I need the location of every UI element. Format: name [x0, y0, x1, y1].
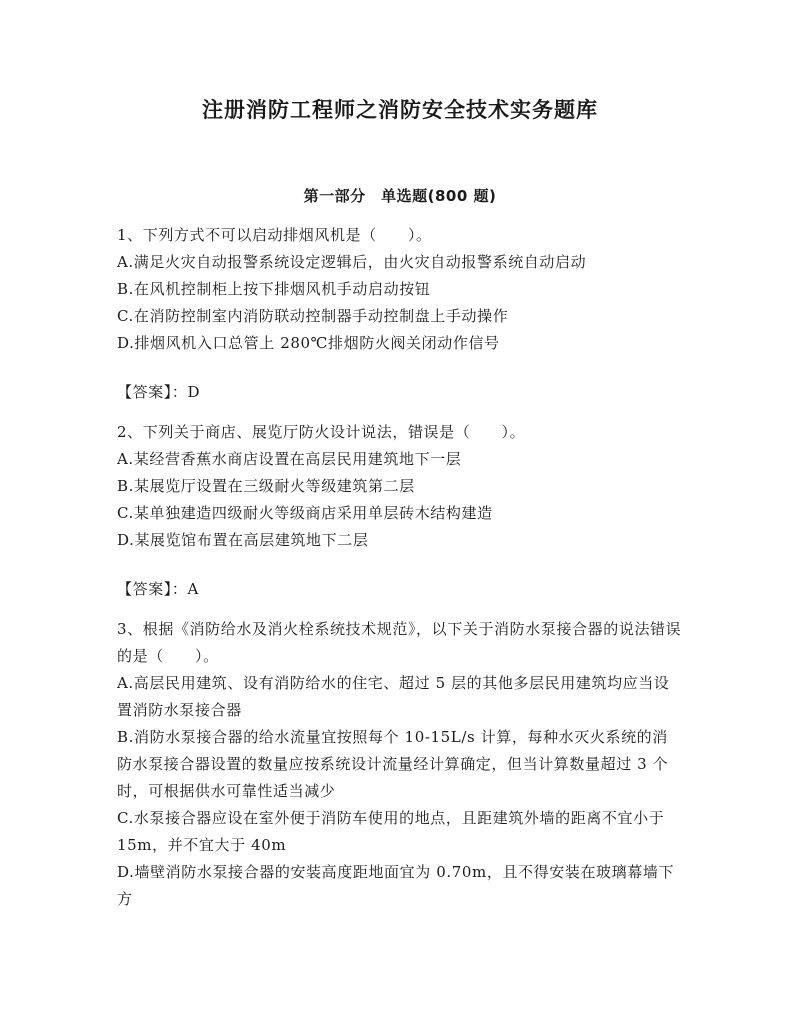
answer-line: [117, 379, 682, 406]
answer-line: [117, 576, 682, 603]
option-d: D.某展览馆布置在高层建筑地下二层: [117, 531, 369, 549]
question-1: [117, 222, 682, 406]
question-stem: 3、根据《消防给水及消火栓系统技术规范》，以下关于消防水泵接合器的说法错误的是（ ）。: [117, 620, 682, 665]
answer-label: 【答案】：: [117, 580, 188, 598]
option-a: A.某经营香蕉水商店设置在高层民用建筑地下一层: [117, 450, 462, 468]
answer-value: A: [187, 580, 199, 598]
option-b: B.某展览厅设置在三级耐火等级建筑第二层: [117, 477, 415, 495]
option-b: B.消防水泵接合器的给水流量宜按照每个 10-15L/s 计算，每种水灭火系统的消防水泵接合器设置的数量应按系统设计流量经计算确定，但当计算数量超过 3 个时，可根据供水可靠性适当减少: [117, 728, 669, 800]
option-c: C.某单独建造四级耐火等级商店采用单层砖木结构建造: [117, 504, 493, 522]
question-stem: 2、下列关于商店、展览厅防火设计说法，错误是（ ）。: [117, 423, 526, 441]
answer-label: 【答案】：: [117, 383, 188, 401]
answer-value: D: [187, 383, 201, 401]
question-3: [117, 616, 682, 913]
option-d: D.墙壁消防水泵接合器的安装高度距地面宜为 0.70m，且不得安装在玻璃幕墙下方: [117, 863, 675, 908]
document-title: 注册消防工程师之消防安全技术实务题库: [202, 98, 598, 122]
option-b: B.在风机控制柜上按下排烟风机手动启动按钮: [117, 280, 431, 298]
option-d: D.排烟风机入口总管上 280℃排烟防火阀关闭动作信号: [117, 334, 500, 352]
question-list: [117, 222, 682, 913]
question-2: [117, 419, 682, 603]
option-a: A.满足火灾自动报警系统设定逻辑后，由火灾自动报警系统自动启动: [117, 253, 587, 271]
question-stem: 1、下列方式不可以启动排烟风机是（ ）。: [117, 226, 432, 244]
option-c: C.水泵接合器应设在室外便于消防车使用的地点，且距建筑外墙的距离不宜小于 15m，并不宜大于 40m: [117, 809, 665, 854]
option-a: A.高层民用建筑、设有消防给水的住宅、超过 5 层的其他多层民用建筑均应当设置消防水泵接合器: [117, 674, 670, 719]
section-heading: 第一部分 单选题(800 题): [303, 187, 497, 205]
option-c: C.在消防控制室内消防联动控制器手动控制盘上手动操作: [117, 307, 509, 325]
